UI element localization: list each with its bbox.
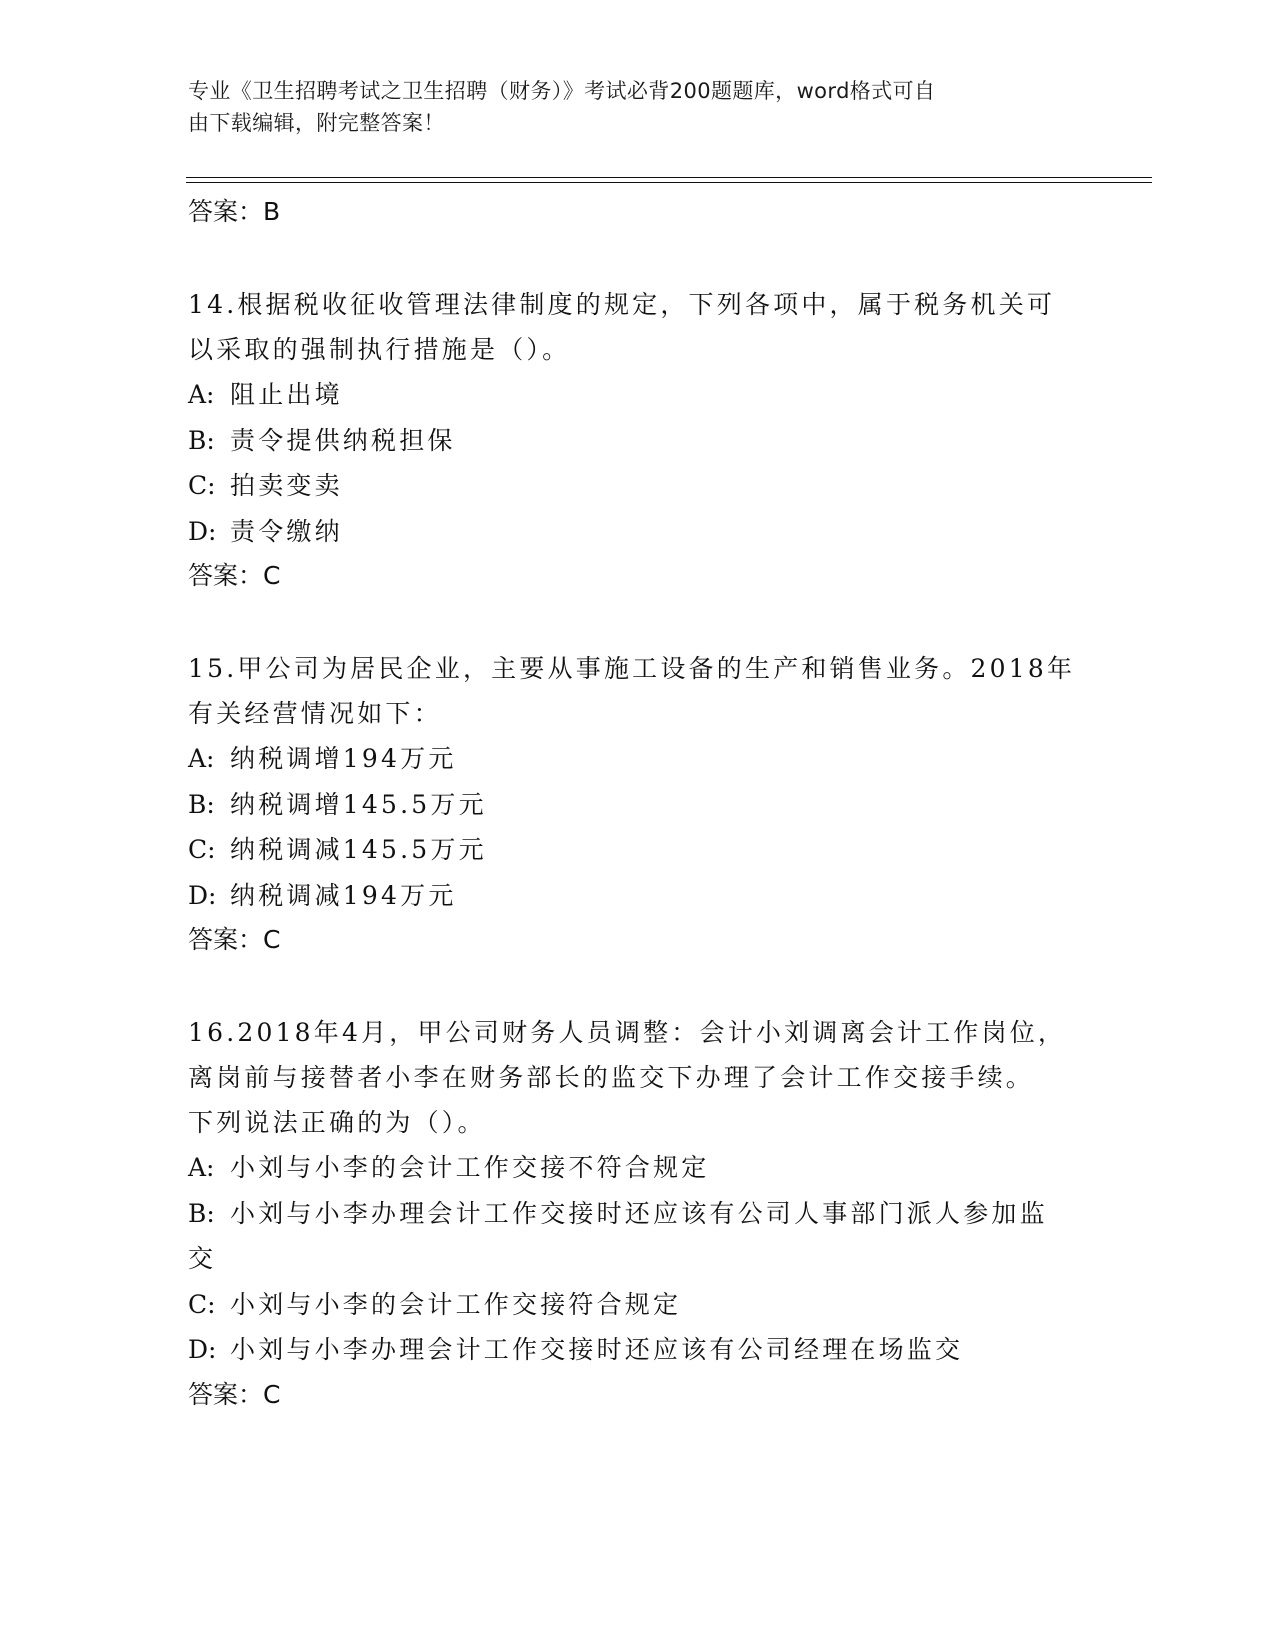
question-text-line: 14.根据税收征收管理法律制度的规定，下列各项中，属于税务机关可 [188,290,1056,319]
answer: 答案：C [188,925,281,954]
option-text: 拍卖变卖 [230,471,343,500]
previous-answer: 答案：B [188,197,281,226]
header-line-2: 由下载编辑，附完整答案！ [188,111,445,135]
option-b [188,418,1088,464]
option-text: 纳税调减194万元 [230,880,457,910]
option-label: B: [188,789,215,819]
option-a [188,1145,1088,1191]
option-d [188,873,1088,919]
header-rule-bottom [186,182,1152,183]
option-d [188,509,1088,555]
option-d [188,1327,1088,1373]
answer: 答案：C [188,1379,281,1409]
question-text-line: 有关经营情况如下： [188,699,442,728]
option-text: 小刘与小李办理会计工作交接时还应该有公司人事部门派人参加监 [230,1198,1048,1228]
spacer [188,598,1088,646]
option-label: B: [188,425,215,455]
option-label: A: [188,1153,215,1182]
question-16 [188,1010,1088,1417]
option-b [188,1191,1088,1237]
option-text: 纳税调减145.5万元 [230,835,487,864]
question-text-line: 16.2018年4月，甲公司财务人员调整：会计小刘调离会计工作岗位， [188,1018,1067,1047]
question-text-line: 下列说法正确的为（）。 [188,1108,486,1137]
option-a [188,736,1088,782]
header-rule-top [186,177,1152,178]
option-label: B: [188,1198,215,1228]
option-text: 阻止出境 [230,380,343,409]
option-label: C: [188,1289,216,1319]
option-c [188,463,1088,509]
option-b-continuation: 交 [188,1244,217,1273]
option-label: D: [188,880,217,910]
option-label: A: [188,744,215,773]
answer: 答案：C [188,561,281,590]
option-text: 小刘与小李办理会计工作交接时还应该有公司经理在场监交 [230,1335,964,1364]
option-c [188,827,1088,873]
option-text: 纳税调增145.5万元 [230,789,487,819]
option-text: 小刘与小李的会计工作交接不符合规定 [230,1153,710,1182]
question-text-line: 以采取的强制执行措施是（）。 [188,335,571,364]
question-15 [188,646,1088,962]
spacer [188,962,1088,1010]
option-b [188,782,1088,828]
option-label: D: [188,516,217,546]
document-header [188,75,1068,139]
question-14 [188,282,1088,598]
option-text: 责令缴纳 [230,516,343,546]
option-label: D: [188,1335,217,1364]
option-text: 小刘与小李的会计工作交接符合规定 [230,1289,682,1319]
option-label: A: [188,380,215,409]
option-c [188,1282,1088,1328]
header-line-1: 专业《卫生招聘考试之卫生招聘（财务）》考试必背200题题库，word格式可自 [188,79,936,103]
spacer [188,234,1088,282]
question-text-line: 离岗前与接替者小李在财务部长的监交下办理了会计工作交接手续。 [188,1063,1035,1092]
option-text: 责令提供纳税担保 [230,425,456,455]
question-list [188,190,1088,1417]
option-a [188,372,1088,418]
option-text: 纳税调增194万元 [230,744,457,773]
question-text-line: 15.甲公司为居民企业，主要从事施工设备的生产和销售业务。2018年 [188,654,1076,683]
option-label: C: [188,471,216,500]
option-label: C: [188,835,216,864]
